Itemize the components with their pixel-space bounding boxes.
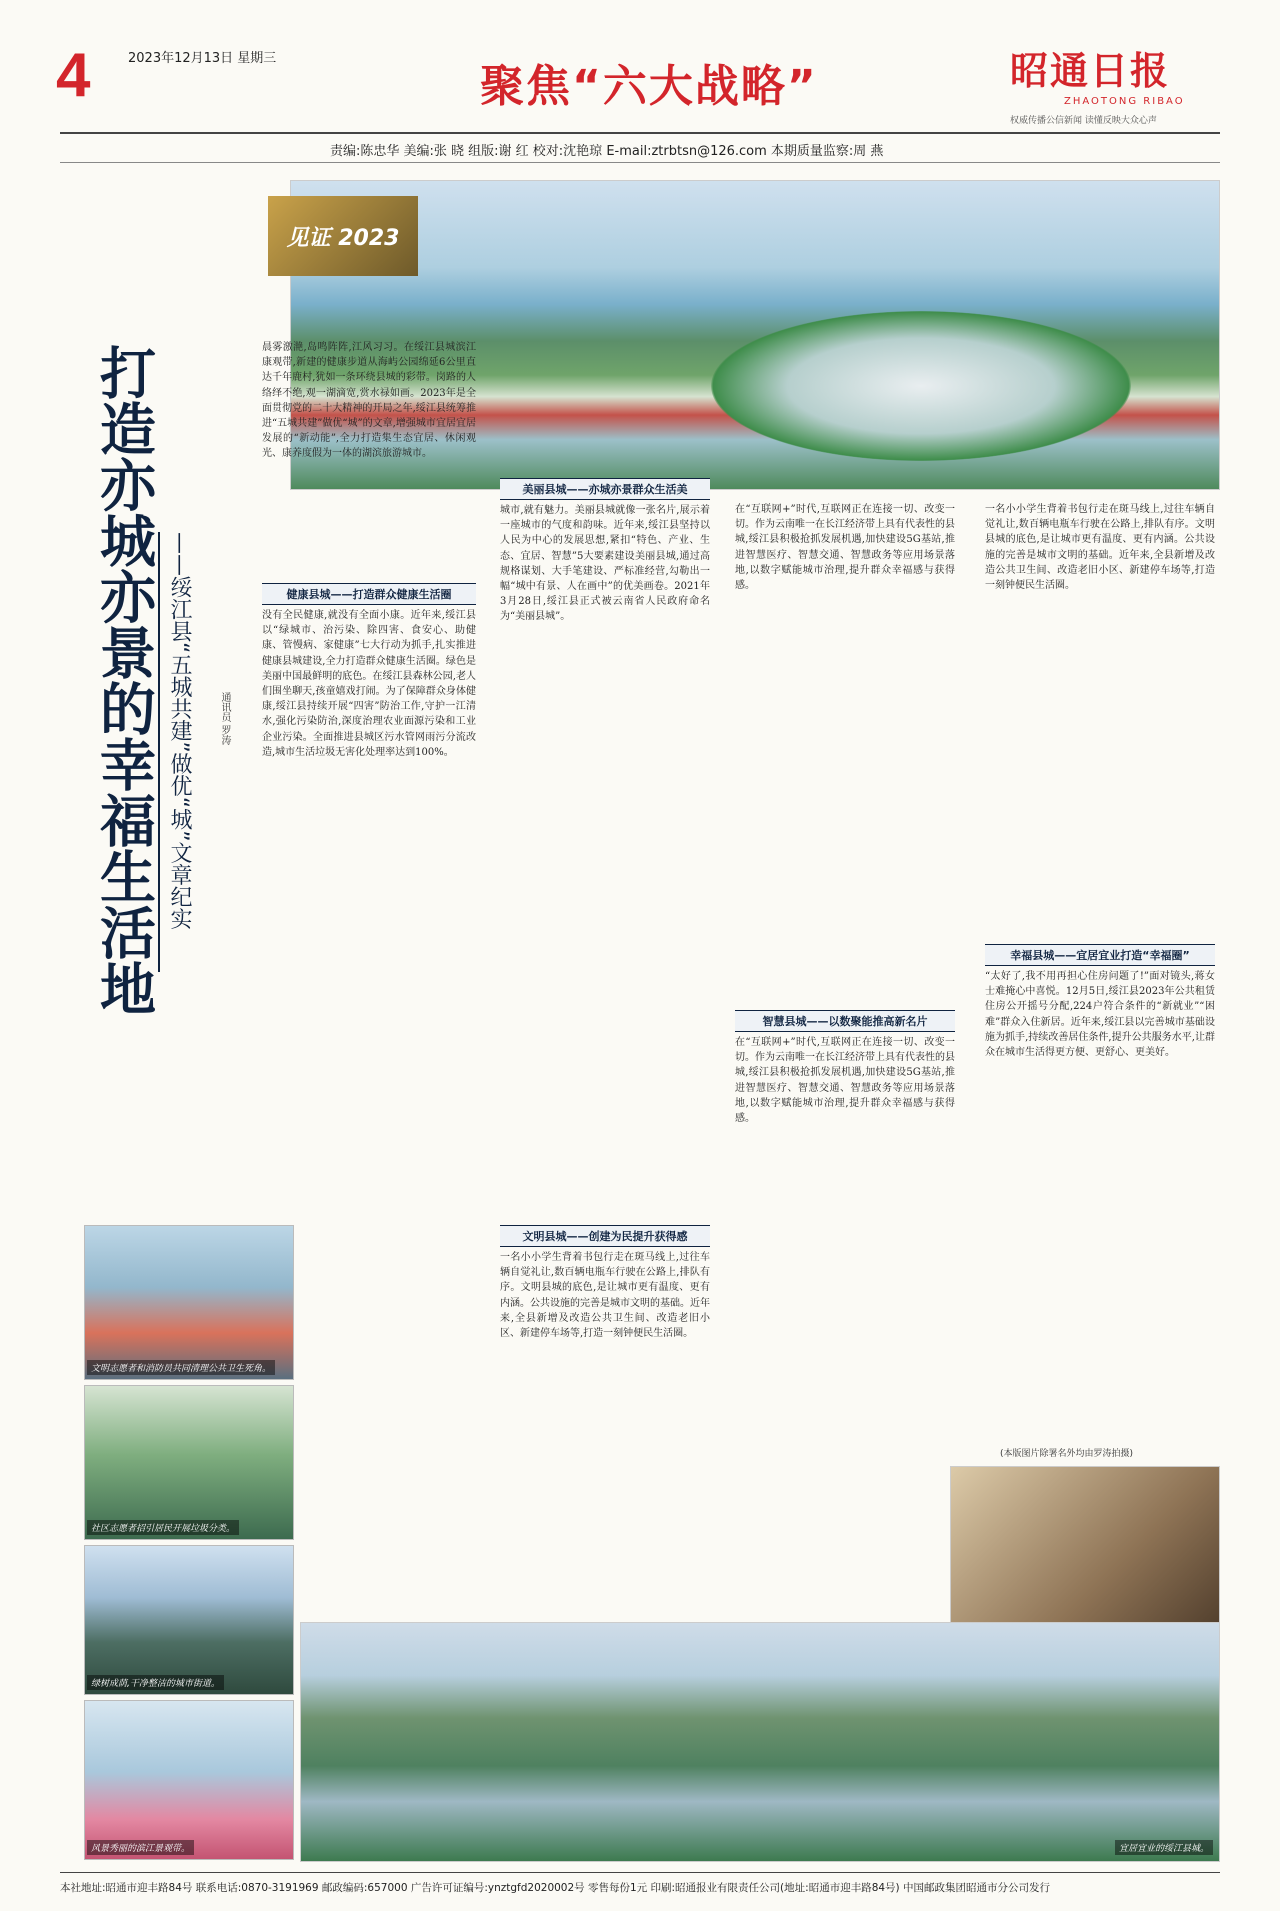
section-heading-health: 健康县城——打造群众健康生活圈 (262, 583, 476, 605)
article-subheadline: ——绥江县“五城共建”做优“城”文章纪实 (158, 532, 194, 972)
bottom-photo-caption: 宜居宜业的绥江县城。 (1115, 1840, 1213, 1855)
people-photo-elderly (950, 1466, 1220, 1642)
section-heading-smart: 智慧县城——以数聚能推高新名片 (735, 1010, 955, 1032)
newspaper-slogan: 权威传播公信新闻 读懂反映大众心声 (1010, 116, 1157, 126)
article-headline: 打造亦城亦景的幸福生活地 (91, 344, 157, 1016)
side-photo-garbage-sorting (84, 1385, 294, 1540)
year-review-tag: 见证 2023 (268, 196, 418, 276)
section-body-beauty: 城市,就有魅力。美丽县城就像一张名片,展示着一座城市的气度和韵味。近年来,绥江县坚持以人民为中心的发展思想,紧扣“特色、产业、生态、宜居、智慧”5大要素建设美丽县城,通过高规格谋划、大手笔建设、严标准经营,勾勒出一幅“城中有景、人在画中”的优美画卷。2021年3月28日,绥江县正式被云南省人民政府命名为“美丽县城”。 (500, 505, 710, 623)
newspaper-pinyin: ZHAOTONG RIBAO (1064, 96, 1185, 107)
section-body-civilization: 一名小小学生背着书包行走在斑马线上,过往车辆自觉礼让,数百辆电瓶车行驶在公路上,排队有序。文明县城的底色,是让城市更有温度、更有内涵。公共设施的完善是城市文明的基础。近年来,全县新增及改造公共卫生间、改造老旧小区、新建停车场等,打造一刻钟便民生活圈。 (500, 1252, 710, 1340)
side-photo-4-caption: 风景秀丽的滨江景观带。 (87, 1840, 194, 1855)
article-byline: 通讯员 罗涛 (219, 692, 230, 746)
newspaper-logo: 昭通日报 (1010, 48, 1171, 93)
intro-paragraph: 晨雾激滟,岛鸣阵阵,江风习习。在绥江县城滨江康观带,新建的健康步道从海屿公园绵延6公里直达千年鹿村,犹如一条环绕县城的彩带。岗路的人络绎不绝,观一湖滴宽,赏水禄如画。2023年是全面贯彻党的二十大精神的开局之年,绥江县统筹推进“五城共建”做优“城”的文章,增强城市宜居宜居发展的“新动能”,全力打造集生态宜居、休闲观光、康养度假为一体的湖滨旅游城市。 (262, 342, 476, 460)
section-body-health: 没有全民健康,就没有全面小康。近年来,绥江县以“绿城市、治污染、除四害、食安心、助健康、管慢病、家健康”七大行动为抓手,扎实推进健康县城建设,全力打造群众健康生活圈。绿色是美丽中国最鲜明的底色。在绥江县森林公园,老人们围坐聊天,孩童嬉戏打闹。为了保障群众身体健康,绥江县持续开展“四害”防治工作,守护一江清水,强化污染防治,深度治理农业面源污染和工业企业污染。全面推进县城区污水管网雨污分流改造,城市生活垃圾无害化处理率达到100%。 (262, 610, 476, 758)
issue-date: 2023年12月13日 星期三 (128, 51, 277, 66)
credits-divider (60, 162, 1220, 163)
section-title: 聚焦“六大战略” (480, 61, 818, 112)
continued-body-column: 在“互联网+”时代,互联网正在连接一切、改变一切。作为云南唯一在长江经济带上具有代表性的县城,绥江县积极抢抓发展机遇,加快建设5G基站,推进智慧医疗、智慧交通、智慧政务等应用场景落地,以数字赋能城市治理,提升群众幸福感与获得感。 (735, 504, 955, 592)
upper-right-body-column: 一名小小学生背着书包行走在斑马线上,过往车辆自觉礼让,数百辆电瓶车行驶在公路上,排队有序。文明县城的底色,是让城市更有温度、更有内涵。公共设施的完善是城市文明的基础。近年来,全县新增及改造公共卫生间、改造老旧小区、新建停车场等,打造一刻钟便民生活圈。 (985, 504, 1215, 592)
side-photo-1-caption: 文明志愿者和消防员共同清理公共卫生死角。 (87, 1360, 275, 1375)
bottom-photo-county-panorama (300, 1622, 1220, 1862)
side-photo-riverside (84, 1700, 294, 1860)
section-heading-beauty: 美丽县城——亦城亦景群众生活美 (500, 478, 710, 500)
side-photo-volunteers (84, 1225, 294, 1380)
page-number: 4 (56, 41, 91, 110)
side-photo-2-caption: 社区志愿者招引居民开展垃圾分类。 (87, 1520, 239, 1535)
section-body-happiness: “太好了,我不用再担心住房问题了!”面对镜头,蒋女士难掩心中喜悦。12月5日,绥江县2023年公共租赁住房公开摇号分配,224户符合条件的“新就业”“困难”群众入住新居。近年来,绥江县以完善城市基础设施为抓手,持续改善居住条件,提升公共服务水平,让群众在城市生活得更方便、更舒心、更美好。 (985, 971, 1215, 1059)
publisher-footer: 本社地址:昭通市迎丰路84号 联系电话:0870-3191969 邮政编码:657000 广告许可证编号:ynztgfd2020002号 零售每份1元 印刷:昭通报业有限责任公司(地址:昭通市迎丰路84号) 中国邮政集团昭通市分公司发行 (60, 1882, 1050, 1894)
park-island-shape (711, 311, 1131, 461)
photo-credit: (本版图片除署名外均由罗涛拍摄) (1000, 1449, 1134, 1459)
side-photo-3-caption: 绿树成荫,干净整洁的城市街道。 (87, 1675, 224, 1690)
editor-credits: 责编:陈忠华 美编:张 晓 组版:谢 红 校对:沈艳琼 E-mail:ztrbtsn@126.com 本期质量监察:周 燕 (330, 144, 884, 159)
top-divider (60, 132, 1220, 134)
section-body-smart: 在“互联网+”时代,互联网正在连接一切、改变一切。作为云南唯一在长江经济带上具有代表性的县城,绥江县积极抢抓发展机遇,加快建设5G基站,推进智慧医疗、智慧交通、智慧政务等应用场景落地,以数字赋能城市治理,提升群众幸福感与获得感。 (735, 1037, 955, 1125)
side-photo-city-street (84, 1545, 294, 1695)
section-heading-happiness: 幸福县城——宜居宜业打造“幸福圈” (985, 944, 1215, 966)
footer-divider (60, 1872, 1220, 1873)
section-heading-civilization: 文明县城——创建为民提升获得感 (500, 1225, 710, 1247)
